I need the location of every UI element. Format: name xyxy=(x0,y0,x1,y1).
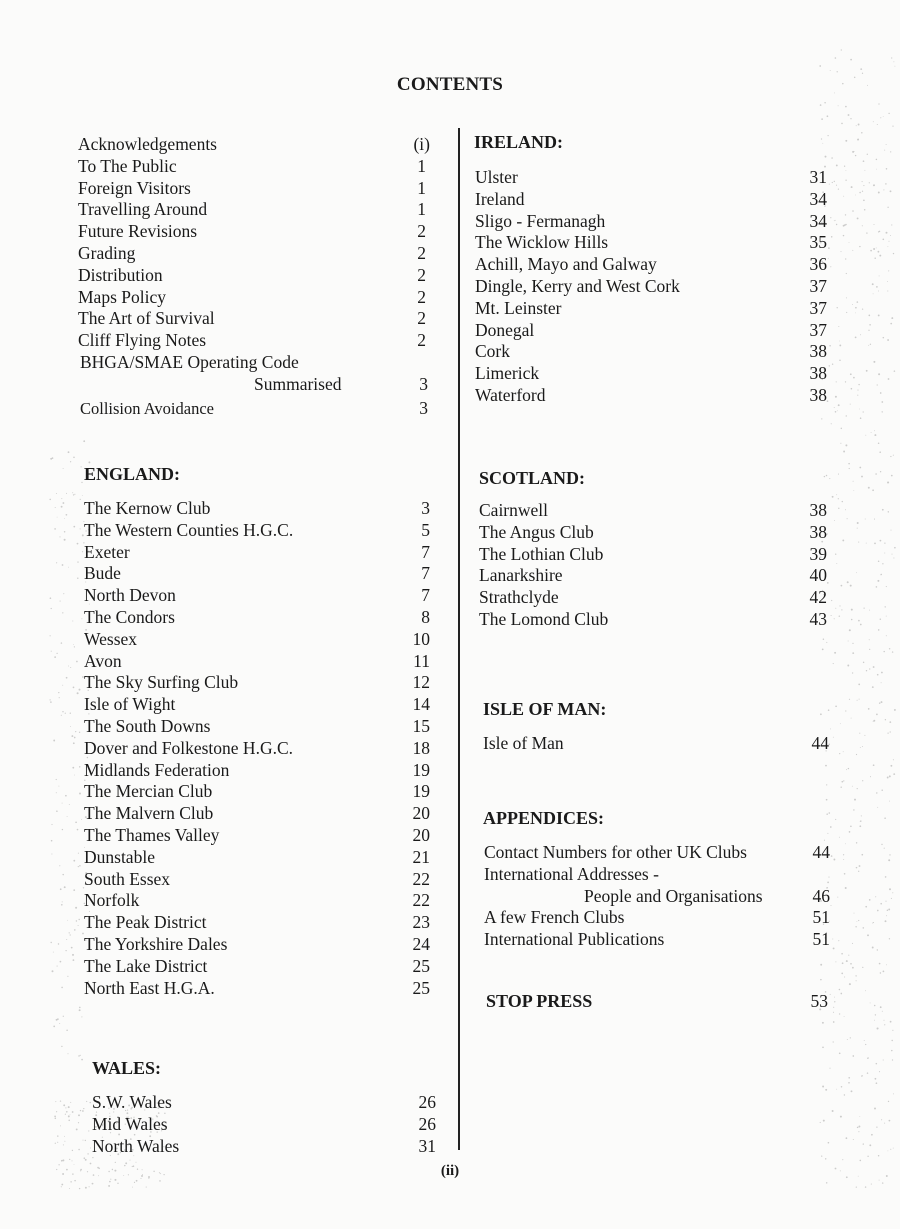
list-item: Exeter 7 xyxy=(84,541,430,562)
scotland-list xyxy=(479,500,827,631)
list-item: The South Downs 15 xyxy=(84,715,430,736)
list-item: The Western Counties H.G.C. 5 xyxy=(84,519,430,540)
stop-press-page: 53 xyxy=(810,991,828,1011)
list-item: The Condors 8 xyxy=(84,606,430,627)
list-item: The Sky Surfing Club 12 xyxy=(84,672,430,693)
wales-list xyxy=(92,1092,436,1157)
list-item: The Kernow Club 3 xyxy=(84,498,430,518)
list-item: The Lothian Club 39 xyxy=(479,543,827,564)
list-item: Donegal 37 xyxy=(475,319,827,340)
list-item: Midlands Federation 19 xyxy=(84,759,430,780)
list-item: Sligo - Fermanagh 34 xyxy=(475,210,827,231)
list-item: Avon 11 xyxy=(84,650,430,671)
stop-press-row xyxy=(486,988,828,1014)
list-item: Cork 38 xyxy=(475,341,827,362)
list-item: Ireland 34 xyxy=(475,188,827,209)
ireland-list xyxy=(475,167,827,407)
list-item: Isle of Wight 14 xyxy=(84,694,430,715)
isle-of-man-heading: ISLE OF MAN: xyxy=(483,699,607,719)
list-item: The Lake District 25 xyxy=(84,955,430,976)
list-item: The Angus Club 38 xyxy=(479,521,827,542)
list-item: Lanarkshire 40 xyxy=(479,565,827,586)
list-item: Mid Wales 26 xyxy=(92,1113,436,1134)
list-item: Acknowledgements (i) xyxy=(78,134,430,154)
list-item: Contact Numbers for other UK Clubs 44 xyxy=(484,842,830,862)
list-item: Limerick 38 xyxy=(475,363,827,384)
list-item: Ulster 31 xyxy=(475,167,827,187)
list-item: Dingle, Kerry and West Cork 37 xyxy=(475,275,827,296)
list-item: The Yorkshire Dales 24 xyxy=(84,933,430,954)
appendices-heading: APPENDICES: xyxy=(483,808,605,828)
list-item: Travelling Around 1 xyxy=(78,199,426,220)
list-item: People and Organisations 46 xyxy=(584,885,830,906)
list-item: Norfolk 22 xyxy=(84,890,430,911)
list-item: The Mercian Club 19 xyxy=(84,781,430,802)
list-item: Dover and Folkestone H.G.C. 18 xyxy=(84,737,430,758)
england-heading: ENGLAND: xyxy=(84,464,181,484)
list-item: Bude 7 xyxy=(84,563,430,584)
list-item: Cliff Flying Notes 2 xyxy=(78,330,426,351)
list-item: Collision Avoidance 3 xyxy=(80,397,428,418)
list-item: The Art of Survival 2 xyxy=(78,308,426,329)
list-item: South Essex 22 xyxy=(84,868,430,889)
list-item: Cairnwell 38 xyxy=(479,500,827,520)
list-item: North East H.G.A. 25 xyxy=(84,977,430,998)
list-item: S.W. Wales 26 xyxy=(92,1092,436,1112)
list-item: Mt. Leinster 37 xyxy=(475,297,827,318)
list-item: Future Revisions 2 xyxy=(78,221,426,242)
list-item: North Wales 31 xyxy=(92,1135,436,1156)
list-item: North Devon 7 xyxy=(84,585,430,606)
list-item: International Addresses - xyxy=(484,863,659,884)
list-item: Waterford 38 xyxy=(475,384,827,405)
isle-of-man-list xyxy=(483,733,829,755)
column-divider xyxy=(458,128,460,1150)
list-item: Foreign Visitors 1 xyxy=(78,177,426,198)
scotland-heading: SCOTLAND: xyxy=(479,468,586,488)
list-item: Grading 2 xyxy=(78,242,426,263)
list-item: Summarised 3 xyxy=(254,373,428,394)
list-item: Distribution 2 xyxy=(78,264,426,285)
england-list xyxy=(84,498,430,999)
page-title: CONTENTS xyxy=(396,74,504,95)
list-item: Achill, Mayo and Galway 36 xyxy=(475,254,827,275)
list-item: Maps Policy 2 xyxy=(78,286,426,307)
list-item: A few French Clubs 51 xyxy=(484,907,830,928)
list-item: To The Public 1 xyxy=(78,155,426,176)
list-item: Strathclyde 42 xyxy=(479,587,827,608)
ireland-heading: IRELAND: xyxy=(474,132,564,152)
intro-list xyxy=(78,134,438,419)
list-item: International Publications 51 xyxy=(484,929,830,950)
stop-press-heading: STOP PRESS xyxy=(486,991,593,1011)
list-item: Isle of Man 44 xyxy=(483,733,829,753)
list-item: BHGA/SMAE Operating Code xyxy=(80,351,299,372)
page-number: (ii) xyxy=(440,1163,460,1179)
list-item: The Wicklow Hills 35 xyxy=(475,232,827,253)
list-item: The Lomond Club 43 xyxy=(479,608,827,629)
list-item: The Malvern Club 20 xyxy=(84,803,430,824)
left-column xyxy=(78,134,438,419)
list-item: The Thames Valley 20 xyxy=(84,824,430,845)
list-item: Dunstable 21 xyxy=(84,846,430,867)
appendices-list xyxy=(484,842,830,951)
wales-heading: WALES: xyxy=(92,1058,162,1078)
list-item: Wessex 10 xyxy=(84,628,430,649)
list-item: The Peak District 23 xyxy=(84,912,430,933)
